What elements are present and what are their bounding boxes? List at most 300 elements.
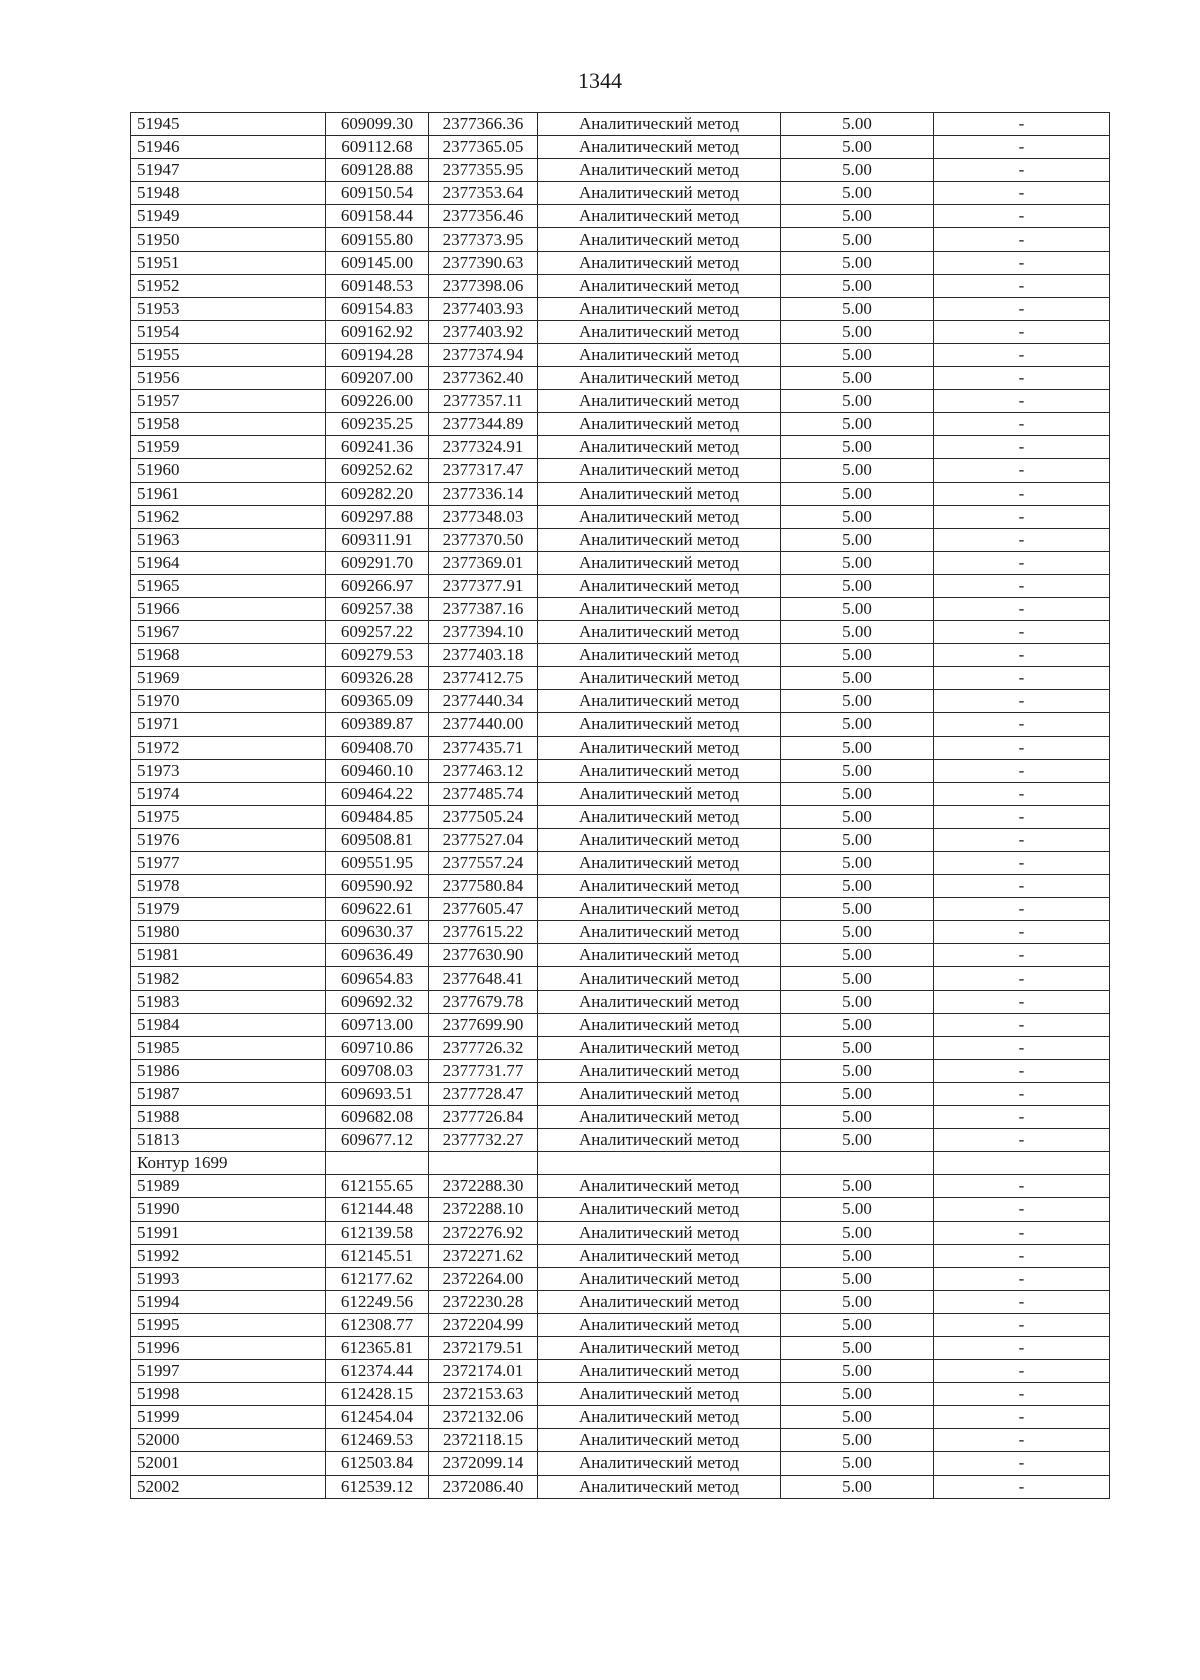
y-coordinate-cell: 2377440.00: [429, 713, 538, 736]
y-coordinate-cell: 2377317.47: [429, 459, 538, 482]
accuracy-cell: 5.00: [781, 159, 934, 182]
point-number-cell: 51953: [131, 297, 326, 320]
description-cell: -: [934, 1336, 1110, 1359]
x-coordinate-cell: 612144.48: [326, 1198, 429, 1221]
description-cell: -: [934, 320, 1110, 343]
description-cell: -: [934, 621, 1110, 644]
description-cell: -: [934, 597, 1110, 620]
y-coordinate-cell: 2377374.94: [429, 343, 538, 366]
point-number-cell: 51969: [131, 667, 326, 690]
point-number-cell: 51972: [131, 736, 326, 759]
x-coordinate-cell: 609365.09: [326, 690, 429, 713]
method-cell: Аналитический метод: [538, 251, 781, 274]
x-coordinate-cell: 612539.12: [326, 1475, 429, 1498]
accuracy-cell: 5.00: [781, 1244, 934, 1267]
point-number-cell: 51945: [131, 113, 326, 136]
point-number-cell: 51992: [131, 1244, 326, 1267]
table-row: [131, 482, 1110, 505]
x-coordinate-cell: 609150.54: [326, 182, 429, 205]
method-cell: Аналитический метод: [538, 205, 781, 228]
accuracy-cell: 5.00: [781, 320, 934, 343]
table-row: [131, 274, 1110, 297]
accuracy-cell: 5.00: [781, 621, 934, 644]
accuracy-cell: 5.00: [781, 944, 934, 967]
table-row: [131, 367, 1110, 390]
table-row: [131, 713, 1110, 736]
y-coordinate-cell: 2377362.40: [429, 367, 538, 390]
table-row: [131, 782, 1110, 805]
method-cell: Аналитический метод: [538, 1429, 781, 1452]
point-number-cell: 51987: [131, 1082, 326, 1105]
table-row: [131, 667, 1110, 690]
description-cell: -: [934, 551, 1110, 574]
description-cell: -: [934, 736, 1110, 759]
y-coordinate-cell: 2372153.63: [429, 1383, 538, 1406]
point-number-cell: 51956: [131, 367, 326, 390]
point-number-cell: 51962: [131, 505, 326, 528]
y-coordinate-cell: 2372271.62: [429, 1244, 538, 1267]
x-coordinate-cell: 612308.77: [326, 1313, 429, 1336]
x-coordinate-cell: 612177.62: [326, 1267, 429, 1290]
accuracy-cell: 5.00: [781, 1059, 934, 1082]
table-row: [131, 1244, 1110, 1267]
table-row: [131, 528, 1110, 551]
table-row: [131, 875, 1110, 898]
point-number-cell: 51975: [131, 805, 326, 828]
accuracy-cell: 5.00: [781, 828, 934, 851]
point-number-cell: 51973: [131, 759, 326, 782]
method-cell: Аналитический метод: [538, 1336, 781, 1359]
table-row: [131, 1036, 1110, 1059]
description-cell: -: [934, 990, 1110, 1013]
method-cell: Аналитический метод: [538, 228, 781, 251]
description-cell: -: [934, 413, 1110, 436]
table-row: [131, 597, 1110, 620]
x-coordinate-cell: 609194.28: [326, 343, 429, 366]
y-coordinate-cell: 2377387.16: [429, 597, 538, 620]
x-coordinate-cell: 609158.44: [326, 205, 429, 228]
method-cell: Аналитический метод: [538, 528, 781, 551]
x-coordinate-cell: 609297.88: [326, 505, 429, 528]
description-cell: [934, 1152, 1110, 1175]
accuracy-cell: 5.00: [781, 205, 934, 228]
description-cell: -: [934, 967, 1110, 990]
method-cell: Аналитический метод: [538, 1406, 781, 1429]
y-coordinate-cell: 2377580.84: [429, 875, 538, 898]
description-cell: -: [934, 1267, 1110, 1290]
description-cell: -: [934, 1406, 1110, 1429]
point-number-cell: 51951: [131, 251, 326, 274]
table-row: [131, 644, 1110, 667]
table-row: [131, 944, 1110, 967]
table-row: [131, 898, 1110, 921]
coordinates-table-body: [131, 113, 1110, 1499]
point-number-cell: 51950: [131, 228, 326, 251]
accuracy-cell: 5.00: [781, 921, 934, 944]
method-cell: Аналитический метод: [538, 1383, 781, 1406]
y-coordinate-cell: 2377485.74: [429, 782, 538, 805]
table-row: [131, 1082, 1110, 1105]
point-number-cell: 51966: [131, 597, 326, 620]
y-coordinate-cell: 2377699.90: [429, 1013, 538, 1036]
description-cell: -: [934, 875, 1110, 898]
table-row: [131, 390, 1110, 413]
y-coordinate-cell: 2377732.27: [429, 1129, 538, 1152]
accuracy-cell: 5.00: [781, 1129, 934, 1152]
point-number-cell: 51985: [131, 1036, 326, 1059]
table-row: [131, 1429, 1110, 1452]
description-cell: -: [934, 1082, 1110, 1105]
y-coordinate-cell: 2377615.22: [429, 921, 538, 944]
x-coordinate-cell: 609654.83: [326, 967, 429, 990]
table-row: [131, 182, 1110, 205]
accuracy-cell: 5.00: [781, 1475, 934, 1498]
method-cell: Аналитический метод: [538, 459, 781, 482]
x-coordinate-cell: 609279.53: [326, 644, 429, 667]
description-cell: -: [934, 898, 1110, 921]
method-cell: Аналитический метод: [538, 713, 781, 736]
description-cell: -: [934, 782, 1110, 805]
point-number-cell: 51976: [131, 828, 326, 851]
description-cell: -: [934, 390, 1110, 413]
x-coordinate-cell: 612503.84: [326, 1452, 429, 1475]
y-coordinate-cell: 2377505.24: [429, 805, 538, 828]
point-number-cell: 51954: [131, 320, 326, 343]
accuracy-cell: 5.00: [781, 1336, 934, 1359]
y-coordinate-cell: 2372288.10: [429, 1198, 538, 1221]
accuracy-cell: 5.00: [781, 1221, 934, 1244]
x-coordinate-cell: 609099.30: [326, 113, 429, 136]
description-cell: -: [934, 505, 1110, 528]
description-cell: -: [934, 1475, 1110, 1498]
description-cell: -: [934, 713, 1110, 736]
y-coordinate-cell: 2377324.91: [429, 436, 538, 459]
method-cell: Аналитический метод: [538, 1059, 781, 1082]
x-coordinate-cell: 609311.91: [326, 528, 429, 551]
y-coordinate-cell: 2377648.41: [429, 967, 538, 990]
description-cell: -: [934, 1013, 1110, 1036]
description-cell: -: [934, 459, 1110, 482]
y-coordinate-cell: 2377394.10: [429, 621, 538, 644]
x-coordinate-cell: 609710.86: [326, 1036, 429, 1059]
accuracy-cell: 5.00: [781, 805, 934, 828]
table-row: [131, 113, 1110, 136]
table-row: [131, 1129, 1110, 1152]
method-cell: Аналитический метод: [538, 667, 781, 690]
accuracy-cell: 5.00: [781, 990, 934, 1013]
point-number-cell: 51984: [131, 1013, 326, 1036]
section-row: [131, 1152, 1110, 1175]
point-number-cell: 51995: [131, 1313, 326, 1336]
description-cell: -: [934, 159, 1110, 182]
x-coordinate-cell: 612145.51: [326, 1244, 429, 1267]
method-cell: Аналитический метод: [538, 1244, 781, 1267]
table-row: [131, 1013, 1110, 1036]
method-cell: Аналитический метод: [538, 159, 781, 182]
description-cell: -: [934, 1129, 1110, 1152]
table-row: [131, 736, 1110, 759]
x-coordinate-cell: 612469.53: [326, 1429, 429, 1452]
y-coordinate-cell: 2372099.14: [429, 1452, 538, 1475]
method-cell: Аналитический метод: [538, 736, 781, 759]
x-coordinate-cell: 612428.15: [326, 1383, 429, 1406]
point-number-cell: 51991: [131, 1221, 326, 1244]
point-number-cell: 51949: [131, 205, 326, 228]
y-coordinate-cell: 2377527.04: [429, 828, 538, 851]
table-row: [131, 990, 1110, 1013]
x-coordinate-cell: 609677.12: [326, 1129, 429, 1152]
accuracy-cell: 5.00: [781, 251, 934, 274]
accuracy-cell: 5.00: [781, 1313, 934, 1336]
table-row: [131, 1383, 1110, 1406]
description-cell: -: [934, 828, 1110, 851]
point-number-cell: 51957: [131, 390, 326, 413]
y-coordinate-cell: 2372288.30: [429, 1175, 538, 1198]
accuracy-cell: 5.00: [781, 367, 934, 390]
x-coordinate-cell: 609282.20: [326, 482, 429, 505]
point-number-cell: 51989: [131, 1175, 326, 1198]
point-number-cell: 51964: [131, 551, 326, 574]
table-row: [131, 1313, 1110, 1336]
method-cell: Аналитический метод: [538, 390, 781, 413]
accuracy-cell: 5.00: [781, 1429, 934, 1452]
description-cell: -: [934, 136, 1110, 159]
method-cell: Аналитический метод: [538, 1106, 781, 1129]
x-coordinate-cell: 609408.70: [326, 736, 429, 759]
y-coordinate-cell: 2372086.40: [429, 1475, 538, 1498]
y-coordinate-cell: 2372264.00: [429, 1267, 538, 1290]
x-coordinate-cell: 609266.97: [326, 574, 429, 597]
table-row: [131, 828, 1110, 851]
y-coordinate-cell: 2377377.91: [429, 574, 538, 597]
point-number-cell: 51993: [131, 1267, 326, 1290]
y-coordinate-cell: [429, 1152, 538, 1175]
table-row: [131, 574, 1110, 597]
accuracy-cell: 5.00: [781, 644, 934, 667]
accuracy-cell: 5.00: [781, 713, 934, 736]
accuracy-cell: [781, 1152, 934, 1175]
method-cell: Аналитический метод: [538, 805, 781, 828]
y-coordinate-cell: 2377440.34: [429, 690, 538, 713]
y-coordinate-cell: 2377557.24: [429, 852, 538, 875]
y-coordinate-cell: 2377731.77: [429, 1059, 538, 1082]
table-row: [131, 1452, 1110, 1475]
accuracy-cell: 5.00: [781, 852, 934, 875]
coordinates-table: [130, 112, 1110, 1499]
method-cell: Аналитический метод: [538, 621, 781, 644]
method-cell: Аналитический метод: [538, 1452, 781, 1475]
point-number-cell: 51997: [131, 1360, 326, 1383]
point-number-cell: 51813: [131, 1129, 326, 1152]
method-cell: Аналитический метод: [538, 1313, 781, 1336]
y-coordinate-cell: 2377369.01: [429, 551, 538, 574]
point-number-cell: 51952: [131, 274, 326, 297]
y-coordinate-cell: 2377344.89: [429, 413, 538, 436]
method-cell: Аналитический метод: [538, 367, 781, 390]
table-row: [131, 1221, 1110, 1244]
table-row: [131, 413, 1110, 436]
table-row: [131, 1106, 1110, 1129]
method-cell: Аналитический метод: [538, 551, 781, 574]
y-coordinate-cell: 2377356.46: [429, 205, 538, 228]
y-coordinate-cell: 2372230.28: [429, 1290, 538, 1313]
description-cell: -: [934, 297, 1110, 320]
point-number-cell: 51974: [131, 782, 326, 805]
point-number-cell: 51971: [131, 713, 326, 736]
table-row: [131, 436, 1110, 459]
y-coordinate-cell: 2377348.03: [429, 505, 538, 528]
point-number-cell: 51977: [131, 852, 326, 875]
description-cell: -: [934, 852, 1110, 875]
description-cell: -: [934, 921, 1110, 944]
description-cell: -: [934, 1360, 1110, 1383]
table-row: [131, 251, 1110, 274]
description-cell: -: [934, 274, 1110, 297]
point-number-cell: 51948: [131, 182, 326, 205]
x-coordinate-cell: [326, 1152, 429, 1175]
point-number-cell: 52001: [131, 1452, 326, 1475]
x-coordinate-cell: 612139.58: [326, 1221, 429, 1244]
method-cell: Аналитический метод: [538, 1198, 781, 1221]
y-coordinate-cell: 2372179.51: [429, 1336, 538, 1359]
y-coordinate-cell: 2377336.14: [429, 482, 538, 505]
table-row: [131, 1336, 1110, 1359]
method-cell: Аналитический метод: [538, 644, 781, 667]
accuracy-cell: 5.00: [781, 343, 934, 366]
y-coordinate-cell: 2377412.75: [429, 667, 538, 690]
y-coordinate-cell: 2372118.15: [429, 1429, 538, 1452]
x-coordinate-cell: 609484.85: [326, 805, 429, 828]
description-cell: -: [934, 205, 1110, 228]
accuracy-cell: 5.00: [781, 482, 934, 505]
method-cell: Аналитический метод: [538, 320, 781, 343]
x-coordinate-cell: 612365.81: [326, 1336, 429, 1359]
accuracy-cell: 5.00: [781, 1036, 934, 1059]
method-cell: Аналитический метод: [538, 967, 781, 990]
method-cell: Аналитический метод: [538, 1475, 781, 1498]
y-coordinate-cell: 2377390.63: [429, 251, 538, 274]
x-coordinate-cell: 609145.00: [326, 251, 429, 274]
point-number-cell: 51988: [131, 1106, 326, 1129]
point-number-cell: 51947: [131, 159, 326, 182]
x-coordinate-cell: 609713.00: [326, 1013, 429, 1036]
method-cell: Аналитический метод: [538, 136, 781, 159]
table-row: [131, 205, 1110, 228]
y-coordinate-cell: 2377403.92: [429, 320, 538, 343]
y-coordinate-cell: 2377366.36: [429, 113, 538, 136]
x-coordinate-cell: 609630.37: [326, 921, 429, 944]
table-row: [131, 1267, 1110, 1290]
y-coordinate-cell: 2377357.11: [429, 390, 538, 413]
x-coordinate-cell: 609508.81: [326, 828, 429, 851]
method-cell: Аналитический метод: [538, 1221, 781, 1244]
x-coordinate-cell: 609708.03: [326, 1059, 429, 1082]
accuracy-cell: 5.00: [781, 1013, 934, 1036]
y-coordinate-cell: 2377365.05: [429, 136, 538, 159]
table-row: [131, 690, 1110, 713]
description-cell: -: [934, 1036, 1110, 1059]
accuracy-cell: 5.00: [781, 551, 934, 574]
method-cell: Аналитический метод: [538, 297, 781, 320]
method-cell: Аналитический метод: [538, 1290, 781, 1313]
accuracy-cell: 5.00: [781, 759, 934, 782]
x-coordinate-cell: 609460.10: [326, 759, 429, 782]
table-row: [131, 1360, 1110, 1383]
point-number-cell: 51963: [131, 528, 326, 551]
description-cell: -: [934, 113, 1110, 136]
table-row: [131, 967, 1110, 990]
method-cell: Аналитический метод: [538, 852, 781, 875]
table-row: [131, 805, 1110, 828]
description-cell: -: [934, 343, 1110, 366]
description-cell: -: [934, 1059, 1110, 1082]
description-cell: -: [934, 667, 1110, 690]
point-number-cell: 51955: [131, 343, 326, 366]
x-coordinate-cell: 609252.62: [326, 459, 429, 482]
table-row: [131, 1175, 1110, 1198]
method-cell: Аналитический метод: [538, 782, 781, 805]
description-cell: -: [934, 482, 1110, 505]
point-number-cell: 51960: [131, 459, 326, 482]
x-coordinate-cell: 609148.53: [326, 274, 429, 297]
table-row: [131, 921, 1110, 944]
description-cell: -: [934, 805, 1110, 828]
x-coordinate-cell: 609693.51: [326, 1082, 429, 1105]
table-row: [131, 320, 1110, 343]
point-number-cell: 51983: [131, 990, 326, 1013]
accuracy-cell: 5.00: [781, 436, 934, 459]
table-row: [131, 136, 1110, 159]
accuracy-cell: 5.00: [781, 574, 934, 597]
point-number-cell: 51967: [131, 621, 326, 644]
accuracy-cell: 5.00: [781, 528, 934, 551]
accuracy-cell: 5.00: [781, 1175, 934, 1198]
y-coordinate-cell: 2377435.71: [429, 736, 538, 759]
description-cell: -: [934, 759, 1110, 782]
description-cell: -: [934, 1313, 1110, 1336]
description-cell: -: [934, 944, 1110, 967]
y-coordinate-cell: 2377726.84: [429, 1106, 538, 1129]
point-number-cell: 51994: [131, 1290, 326, 1313]
accuracy-cell: 5.00: [781, 297, 934, 320]
table-row: [131, 759, 1110, 782]
accuracy-cell: 5.00: [781, 1082, 934, 1105]
point-number-cell: 51946: [131, 136, 326, 159]
description-cell: -: [934, 1221, 1110, 1244]
y-coordinate-cell: 2377403.93: [429, 297, 538, 320]
table-row: [131, 459, 1110, 482]
x-coordinate-cell: 612155.65: [326, 1175, 429, 1198]
x-coordinate-cell: 609207.00: [326, 367, 429, 390]
description-cell: -: [934, 1198, 1110, 1221]
description-cell: -: [934, 436, 1110, 459]
method-cell: Аналитический метод: [538, 482, 781, 505]
y-coordinate-cell: 2377630.90: [429, 944, 538, 967]
x-coordinate-cell: 609226.00: [326, 390, 429, 413]
description-cell: -: [934, 1290, 1110, 1313]
y-coordinate-cell: 2377605.47: [429, 898, 538, 921]
point-number-cell: 51979: [131, 898, 326, 921]
table-row: [131, 551, 1110, 574]
page-number: 1344: [578, 68, 622, 93]
point-number-cell: 52002: [131, 1475, 326, 1498]
y-coordinate-cell: 2377398.06: [429, 274, 538, 297]
table-row: [131, 621, 1110, 644]
x-coordinate-cell: 609682.08: [326, 1106, 429, 1129]
description-cell: -: [934, 1429, 1110, 1452]
description-cell: -: [934, 228, 1110, 251]
description-cell: -: [934, 528, 1110, 551]
